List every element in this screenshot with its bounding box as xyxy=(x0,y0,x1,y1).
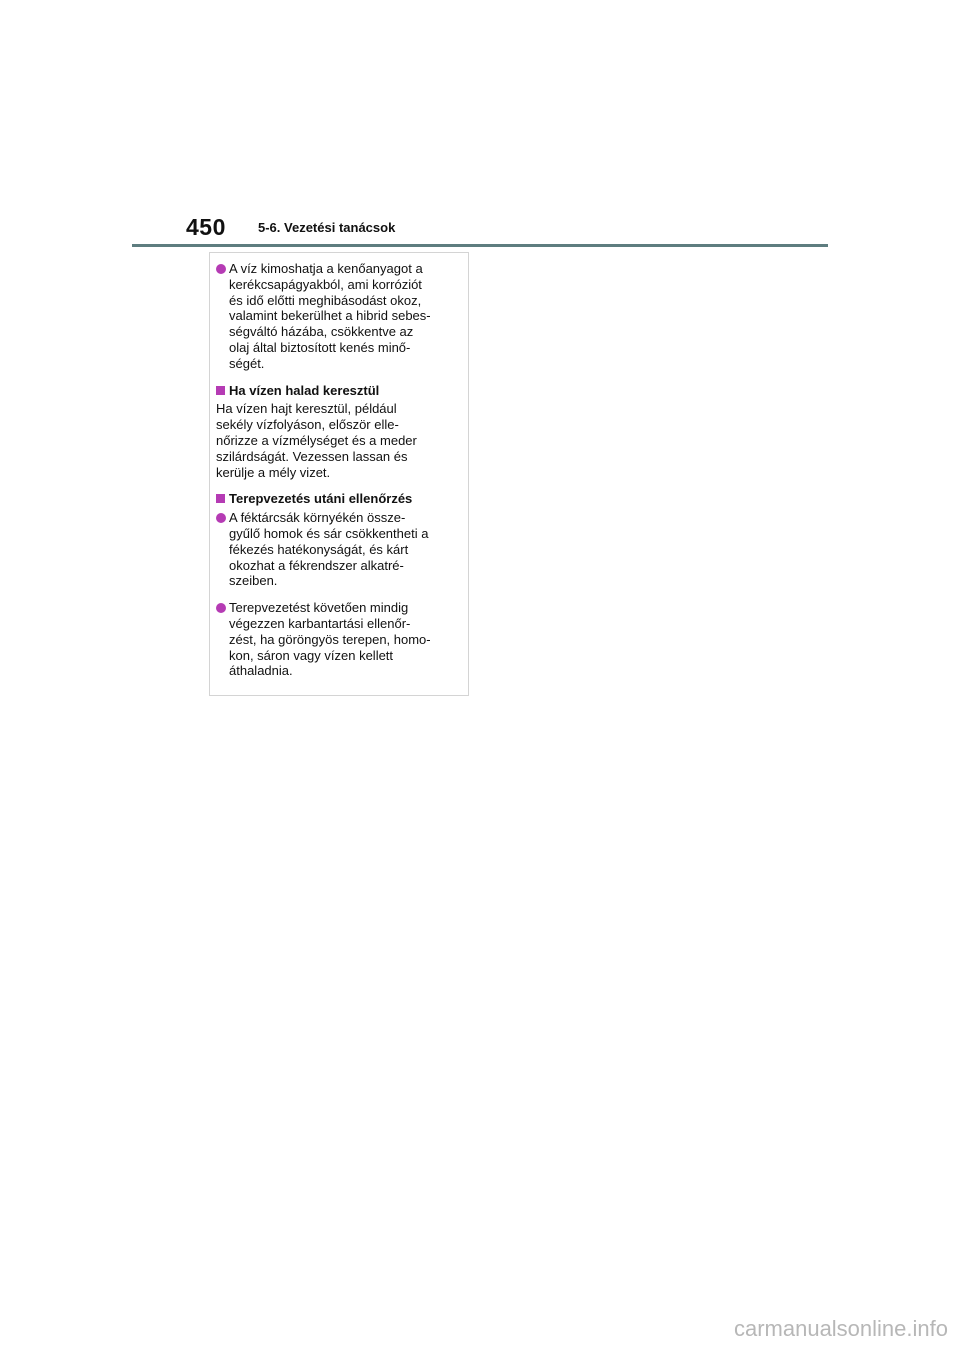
text-line: és idő előtti meghibásodást okoz, xyxy=(229,292,422,308)
text-line: végezzen karbantartási ellenőr- xyxy=(229,615,411,631)
bullet-dot-icon xyxy=(216,513,226,523)
text-line: okozhat a fékrendszer alkatré- xyxy=(229,557,404,573)
subheading xyxy=(216,491,460,507)
text-line: olaj által biztosított kenés minő- xyxy=(229,339,411,355)
paragraph xyxy=(216,401,460,480)
footer-watermark: carmanualsonline.info xyxy=(733,1316,948,1341)
bullet-dot-icon xyxy=(216,264,226,274)
subheading-text: Ha vízen halad keresztül xyxy=(229,382,380,398)
page-number: 450 xyxy=(186,214,226,240)
text-line: szeiben. xyxy=(229,573,278,589)
bullet-item xyxy=(216,600,460,679)
bullet-item xyxy=(216,261,460,372)
content-box xyxy=(209,252,469,696)
square-marker-icon xyxy=(216,386,225,395)
text-line: nőrizze a vízmélységet és a meder xyxy=(216,432,417,448)
text-line: ségváltó házába, csökkentve az xyxy=(229,324,414,340)
text-line: zést, ha göröngyös terepen, homo- xyxy=(229,631,431,647)
bullet-dot-icon xyxy=(216,603,226,613)
text-line: A féktárcsák környékén össze- xyxy=(229,510,406,526)
text-line: gyűlő homok és sár csökkentheti a xyxy=(229,525,429,541)
bullet-item xyxy=(216,510,460,589)
text-line: A víz kimoshatja a kenőanyagot a xyxy=(229,261,423,276)
section-title: 5-6. Vezetési tanácsok xyxy=(258,220,396,235)
text-line: kerékcsapágyakból, ami korróziót xyxy=(229,276,422,292)
text-line: szilárdságát. Vezessen lassan és xyxy=(216,448,408,464)
square-marker-icon xyxy=(216,494,225,503)
text-line: kerülje a mély vizet. xyxy=(216,464,331,480)
text-line: Terepvezetést követően mindig xyxy=(229,600,409,616)
text-line: sekély vízfolyáson, először elle- xyxy=(216,417,399,433)
text-line: ségét. xyxy=(229,355,265,371)
text-line: valamint bekerülhet a hibrid sebes- xyxy=(229,308,431,324)
text-line: Ha vízen hajt keresztül, például xyxy=(216,401,397,417)
text-line: fékezés hatékonyságát, és kárt xyxy=(229,541,409,557)
header-rule xyxy=(132,244,828,247)
text-line: áthaladnia. xyxy=(229,663,293,679)
subheading xyxy=(216,383,460,399)
subheading-text: Terepvezetés utáni ellenőrzés xyxy=(229,491,413,507)
text-line: kon, sáron vagy vízen kellett xyxy=(229,647,394,663)
